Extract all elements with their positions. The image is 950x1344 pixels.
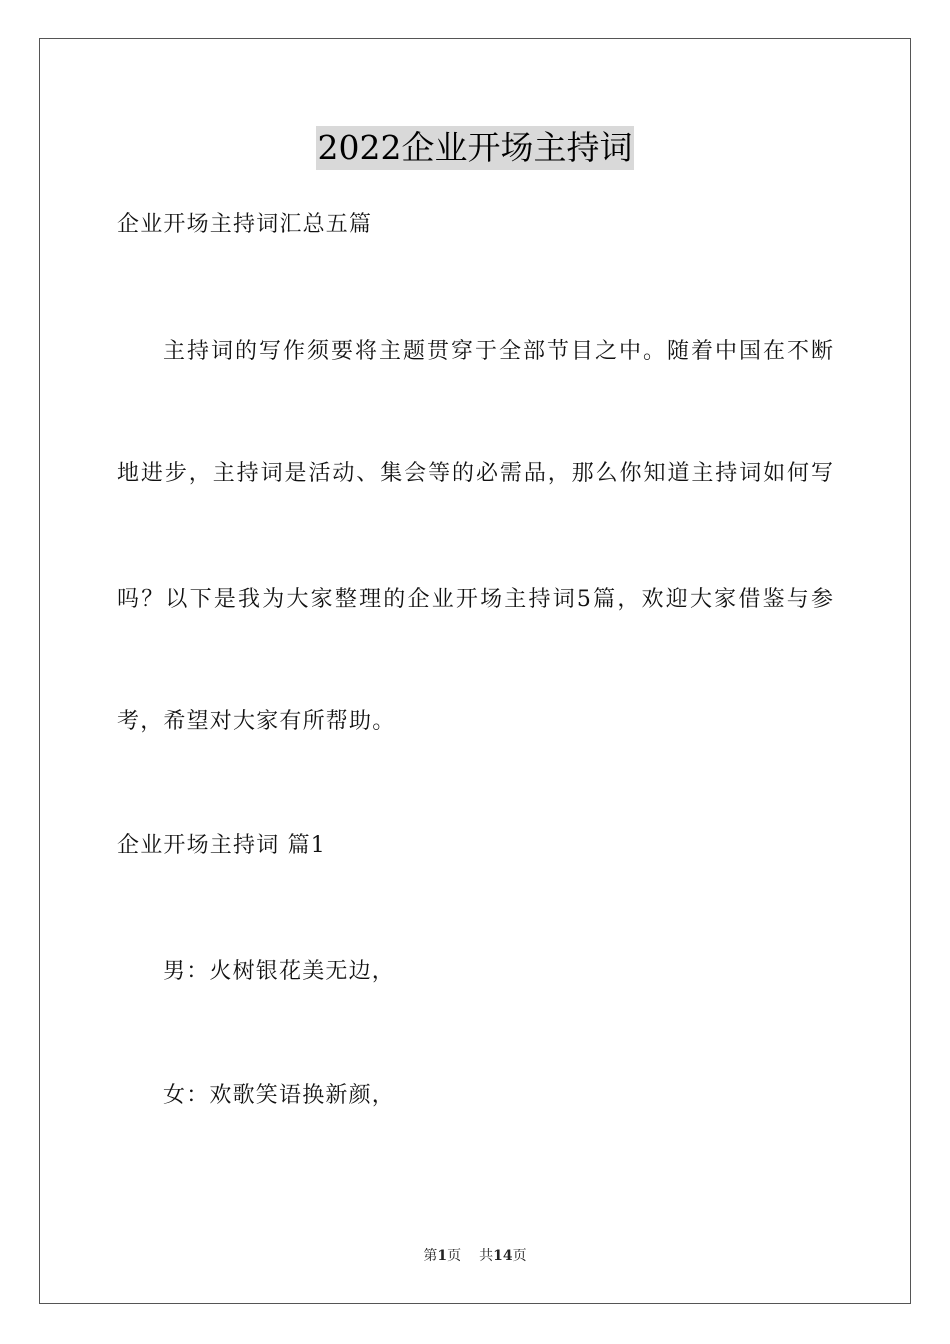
intro-line-4: 考，希望对大家有所帮助。 [117, 709, 396, 734]
dialogue-line-female: 女：欢歌笑语换新颜， [163, 1083, 396, 1108]
page-footer [0, 1247, 950, 1265]
total-suffix: 页 [512, 1248, 527, 1264]
intro-line-2: 地进步，主持词是活动、集会等的必需品，那么你知道主持词如何写 [117, 461, 833, 486]
section-heading: 企业开场主持词 篇1 [117, 833, 326, 858]
intro-line-3: 吗？以下是我为大家整理的企业开场主持词5篇，欢迎大家借鉴与参 [117, 587, 833, 612]
total-prefix: 共 [479, 1248, 494, 1264]
title-container [0, 126, 950, 170]
intro-line-1: 主持词的写作须要将主题贯穿于全部节目之中。随着中国在不断 [163, 339, 833, 364]
page-number: 1 [437, 1248, 448, 1264]
document-subtitle: 企业开场主持词汇总五篇 [117, 212, 373, 237]
page-prefix: 第 [423, 1248, 438, 1264]
total-pages: 14 [493, 1248, 513, 1264]
dialogue-line-male: 男：火树银花美无边， [163, 959, 396, 984]
document-title: 2022企业开场主持词 [316, 126, 635, 170]
page-suffix: 页 [447, 1248, 462, 1264]
